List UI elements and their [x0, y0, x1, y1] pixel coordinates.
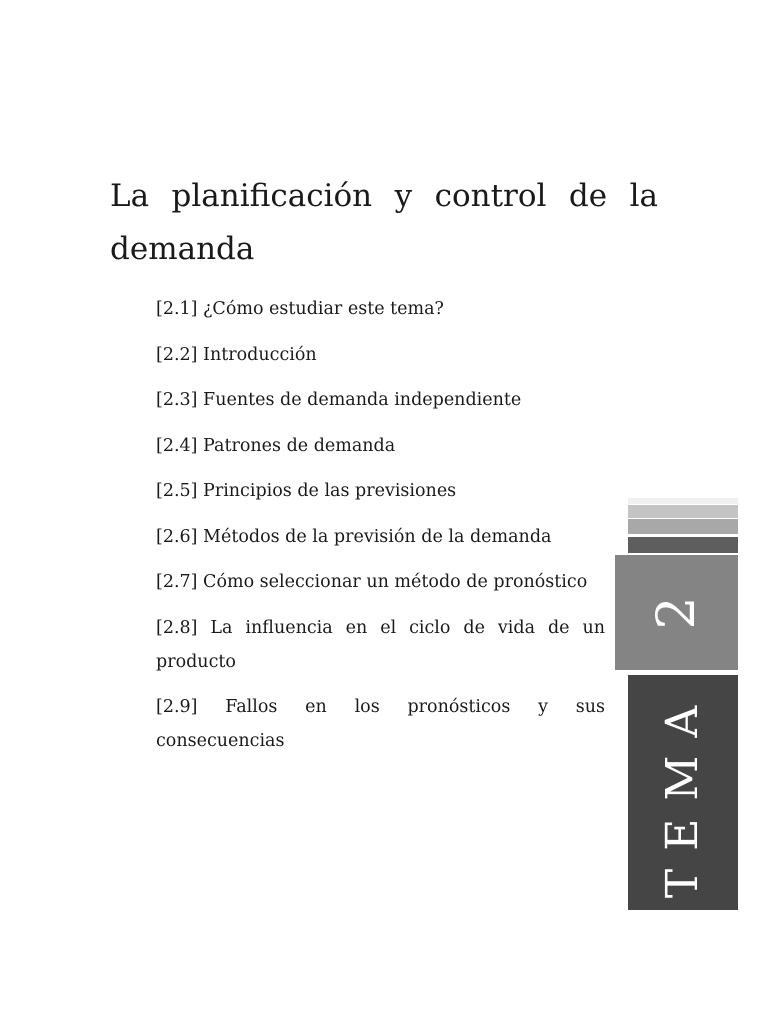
toc-item[interactable]: [2.8] La influencia en el ciclo de vida de un producto	[156, 617, 605, 672]
toc-item[interactable]: [2.7] Cómo seleccionar un método de pronóstico	[156, 572, 588, 592]
decorative-stripe-4	[628, 537, 738, 553]
chapter-number: 2	[646, 595, 707, 630]
chapter-number-block	[615, 555, 738, 670]
toc-item[interactable]: [2.5] Principios de las previsiones	[156, 481, 457, 501]
page-title: La planificación y control de la demanda	[110, 178, 658, 267]
decorative-stripe-1	[628, 498, 738, 504]
toc-item[interactable]: [2.9] Fallos en los pronósticos y sus consecuencias	[156, 697, 605, 751]
chapter-label-block	[628, 675, 738, 910]
decorative-stripe-2	[628, 505, 738, 518]
toc-item[interactable]: [2.6] Métodos de la previsión de la demanda	[156, 526, 552, 547]
toc-item[interactable]: [2.1] ¿Cómo estudiar este tema?	[156, 299, 444, 319]
chapter-label: TEMA	[657, 687, 708, 898]
table-of-contents	[156, 292, 605, 770]
toc-item[interactable]: [2.2] Introducción	[156, 344, 317, 365]
decorative-stripe-3	[628, 519, 738, 534]
toc-item[interactable]: [2.3] Fuentes de demanda independiente	[156, 390, 522, 410]
toc-item[interactable]: [2.4] Patrones de demanda	[156, 435, 396, 456]
